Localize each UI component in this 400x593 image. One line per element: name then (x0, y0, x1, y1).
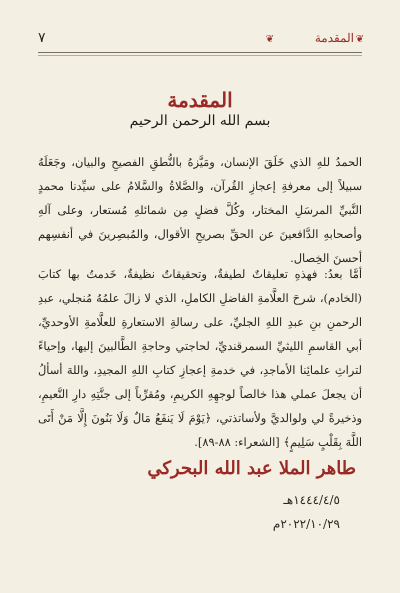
paragraph-text: أمَّا بعدُ: فهذهِ تعليقاتٌ لطيفةٌ، وتحقيقاتٌ نظيفةٌ، خَدمتُ بها كتابَ (الخادم)، شرحَ العلَّامةِ الفاضلِ الكاملِ، الذي لا زالَ علمُهُ مُنجلي، عبدِ الرحمنِ بنِ عبدِ اللهِ الجليِّ، على رسالةِ الاستعارةِ للعلَّامةِ الأوحديِّ، أبي القاسمِ الليثيِّ السمرقنديِّ، لحاجتي وحاجةِ الطَّالبينَ إليها، وإحياءً لتراثِ علمائِنا الأماجدِ، في خدمةِ إعجازِ كتابِ اللهِ المجيدِ، واللهَ أسألُ أن يجعلَ عملي هذا خالصاً لوجهِهِ الكريمِ، ومُقرِّباً إلى جنَّتِهِ دارِ النَّعيمِ، وذخيرةً لي ولوالديَّ ولأساتذتي، ﴿يَوْمَ لَا يَنفَعُ مَالٌ وَلَا بَنُونَ إِلَّا مَنْ أَتَى اللَّهَ بِقَلْبٍ سَلِيمٍ﴾ [الشعراء: ٨٨-٨٩]. (38, 267, 362, 449)
paragraph-main (38, 262, 362, 454)
running-title: المقدمة (314, 31, 354, 45)
right-ornament-icon: ❦ (355, 34, 364, 45)
running-header (38, 30, 362, 50)
paragraph-text: الحمدُ للهِ الذي خَلَقَ الإنسان، ومَيَّزهُ بالنُّطقِ الفصيحِ والبيان، وجَعَلَهُ سبيلاً إلى معرفةِ إعجازِ القُرآن، والصَّلاةُ والسَّلامُ على سيِّدنا محمدٍ النَّبيِّ المرسَلِ المختار، وكُلَّ فضلٍ مِن شمائلهِ مُستعار، وعلى آلهِ وأصحابهِ الدَّافعينَ عن الحقِّ بصريحِ الأقوال، والمُبصِرينَ في أنفسِهم أحسنَ الخِصال. (38, 155, 362, 265)
basmala: بسم الله الرحمن الرحيم (129, 113, 271, 129)
header-rule (38, 52, 362, 56)
gregorian-date: ٢٠٢٢/١٠/٢٩م (272, 517, 340, 531)
hijri-date: ١٤٤٤/٤/٥هـ (283, 493, 340, 507)
left-ornament-icon: ❦ (265, 34, 274, 45)
author-signature: طاهر الملا عبد الله البحركي (147, 458, 356, 479)
section-heading: المقدمة (167, 88, 233, 112)
page-number: ٧ (38, 30, 46, 46)
paragraph-opening (38, 150, 362, 270)
